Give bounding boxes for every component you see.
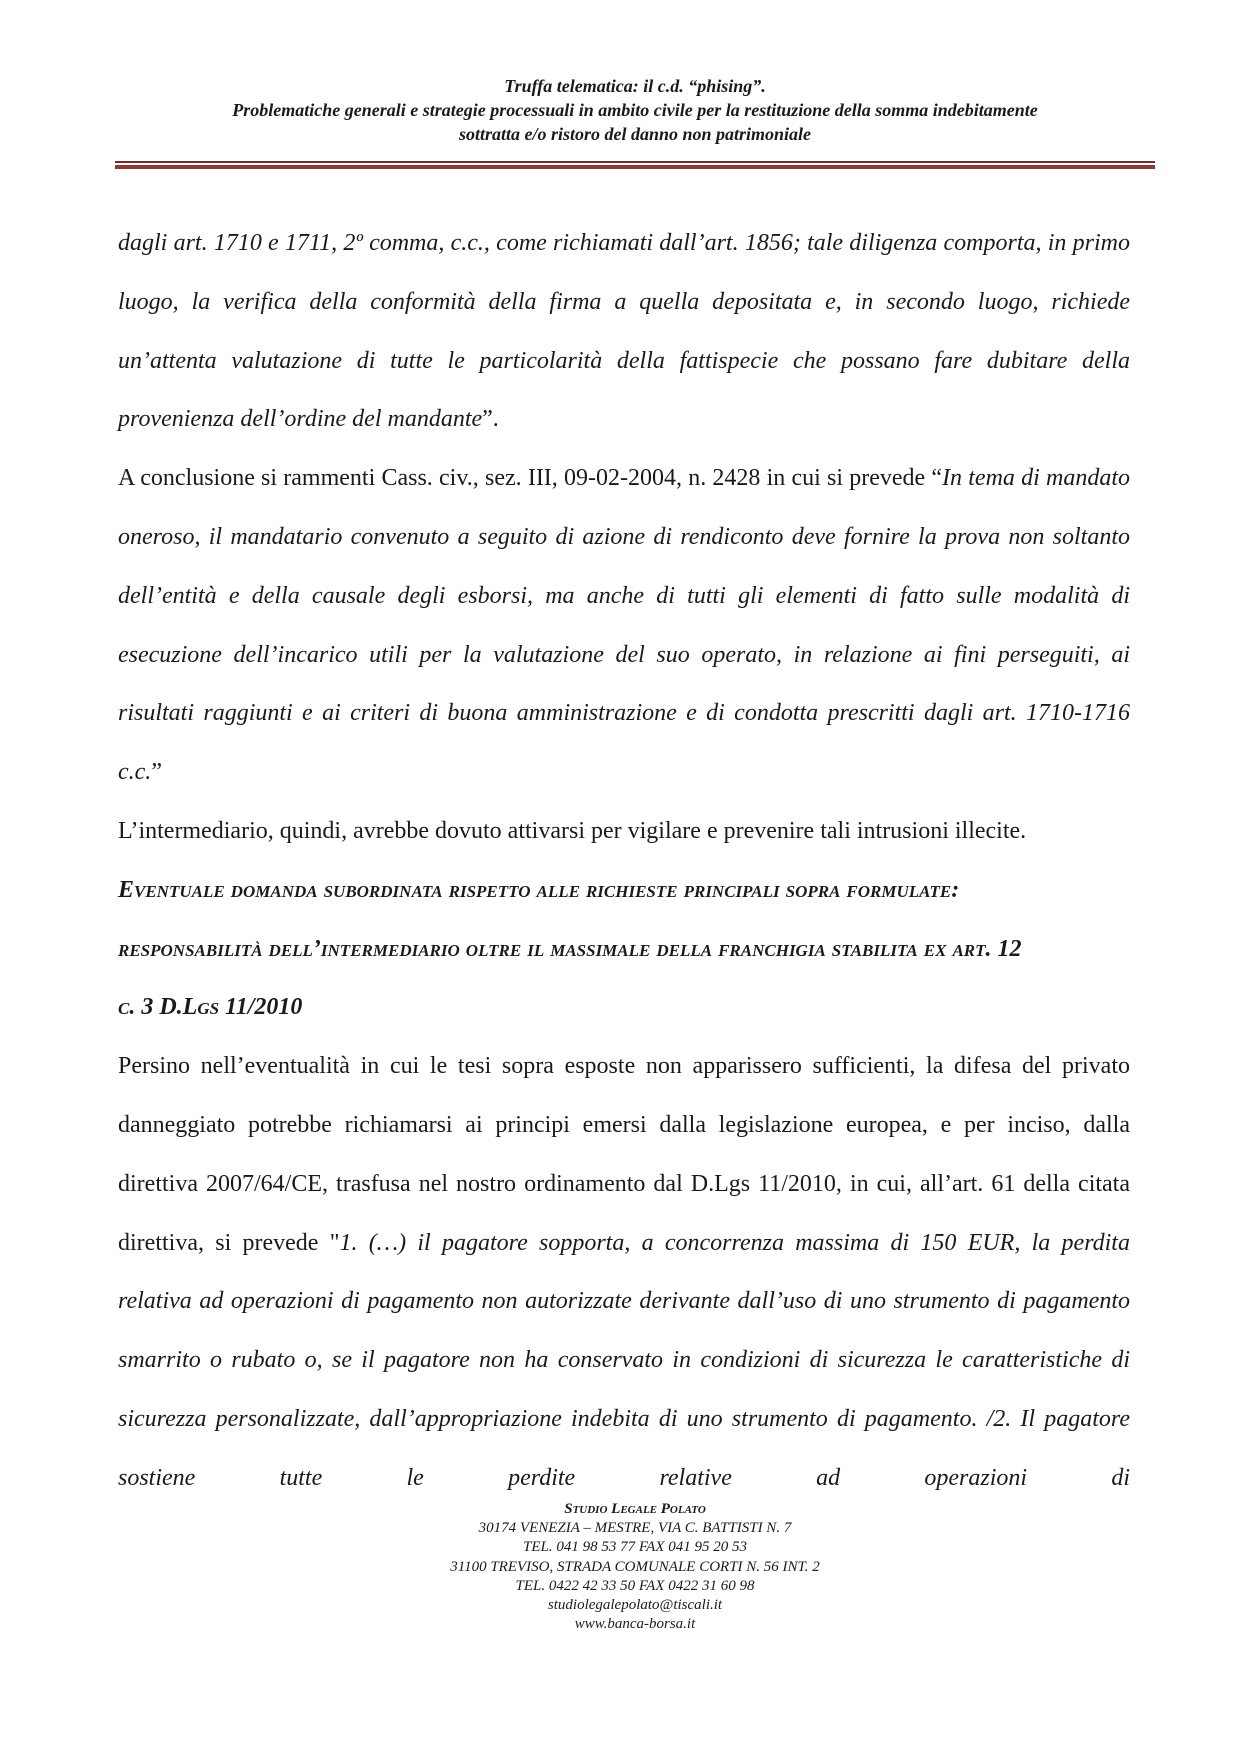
paragraph-intermediario: L’intermediario, quindi, avrebbe dovuto attivarsi per vigilare e prevenire tali intrusioni illecite.: [118, 817, 1027, 844]
footer-website: www.banca-borsa.it: [574, 1616, 696, 1633]
header-title: Truffa telematica: il c.d. “phising”.: [504, 76, 766, 96]
header-divider: [115, 161, 1155, 169]
direttiva-lead: Persino nell’eventualità in cui le tesi sopra esposte non apparissero sufficienti, la difesa del privato danneggiato potrebbe richiamarsi ai principi emersi dalla legislazione europea, e per inciso, dalla direttiva 2007/64/CE, trasfusa nel nostro ordinamento dal D.Lgs 11/2010, in cui, all’art. 61 della citata direttiva, si prevede ": [118, 1053, 1130, 1256]
section-heading-line3: c. 3 D.Lgs 11/2010: [118, 994, 303, 1021]
footer-firm-name: Studio Legale Polato: [564, 1501, 706, 1517]
footer-address-treviso: 31100 TREVISO, STRADA COMUNALE CORTI N. 56 INT. 2: [450, 1558, 820, 1575]
paragraph-diligence: [118, 214, 1130, 449]
section-heading-line2: responsabilità dell’intermediario oltre il massimale della franchigia stabilita ex art. 12: [118, 935, 1022, 962]
footer-phone-venezia: TEL. 041 98 53 77 FAX 041 95 20 53: [523, 1539, 747, 1556]
section-heading-line1: Eventuale domanda subordinata rispetto alle richieste principali sopra formulate:: [118, 876, 960, 903]
quote-diligence: dagli art. 1710 e 1711, 2º comma, c.c., come richiamati dall’art. 1856; tale diligenza comporta, in primo luogo, la verifica della conformità della firma a quella depositata e, in secondo luogo, richiede un’attenta valutazione di tutte le particolarità della fattispecie che possano fare dubitare della provenienza dell’ordine del mandante: [118, 230, 1130, 433]
footer-email: studiolegalepolato@tiscali.it: [547, 1597, 723, 1614]
cassazione-lead: A conclusione si rammenti Cass. civ., sez. III, 09-02-2004, n. 2428 in cui si prevede “: [118, 465, 943, 492]
footer-phone-treviso: TEL. 0422 42 33 50 FAX 0422 31 60 98: [515, 1577, 755, 1594]
paragraph-direttiva: [118, 1037, 1130, 1507]
section-heading: [118, 861, 1130, 1037]
quote-diligence-end: ”.: [482, 406, 499, 433]
header-subtitle-line2: sottratta e/o ristoro del danno non patrimoniale: [458, 124, 812, 144]
cassazione-quote: In tema di mandato oneroso, il mandatario convenuto a seguito di azione di rendiconto deve fornire la prova non soltanto dell’entità e della causale degli esborsi, ma anche di tutti gli elementi di fatto sulle modalità di esecuzione dell’incarico utili per la valutazione del suo operato, in relazione ai fini perseguiti, ai risultati raggiunti e ai criteri di buona amministrazione e di condotta prescritti dagli art. 1710-1716 c.c.: [118, 465, 1131, 786]
header-subtitle-line1: Problematiche generali e strategie processuali in ambito civile per la restituzione della somma indebitamente: [232, 100, 1038, 120]
paragraph-cassazione: [118, 449, 1130, 802]
direttiva-quote: 1. (…) il pagatore sopporta, a concorrenza massima di 150 EUR, la perdita relativa ad operazioni di pagamento non autorizzate derivante dall’uso di uno strumento di pagamento smarrito o rubato o, se il pagatore non ha conservato in condizioni di sicurezza le caratteristiche di sicurezza personalizzate, dall’appropriazione indebita di uno strumento di pagamento. /2. Il pagatore sostiene tutte le perdite relative ad operazioni di: [118, 1229, 1130, 1491]
footer-address-venezia: 30174 VENEZIA – MESTRE, VIA C. BATTISTI N. 7: [478, 1520, 792, 1537]
document-body: [118, 214, 1130, 1508]
page-footer: [115, 1500, 1155, 1634]
cassazione-quote-end: ”: [151, 759, 162, 786]
page-header: [115, 74, 1155, 146]
